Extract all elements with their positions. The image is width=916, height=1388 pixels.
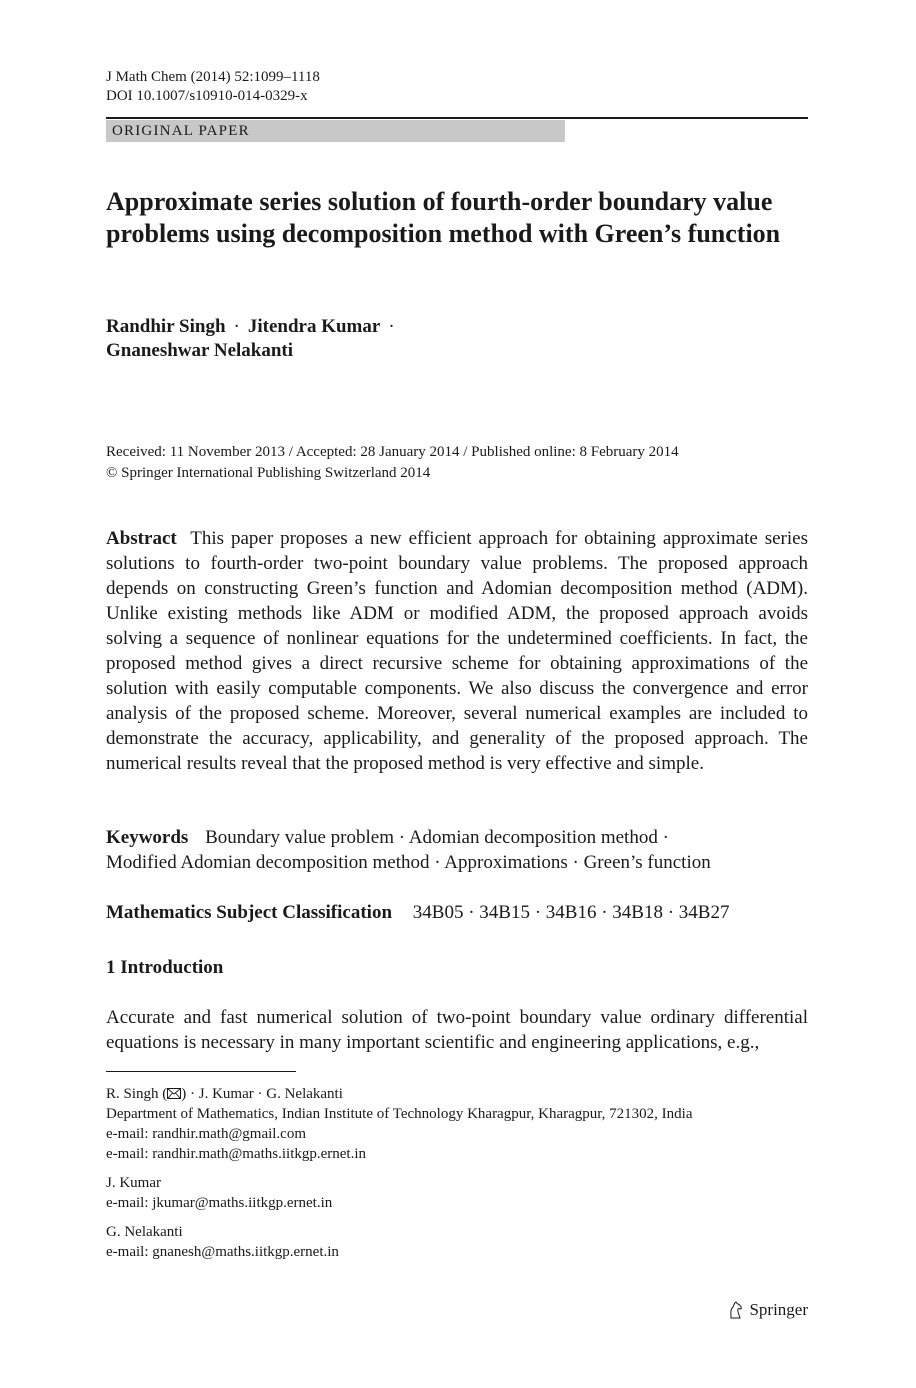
publisher-logo bbox=[728, 1299, 808, 1321]
keywords-label: Keywords bbox=[106, 827, 189, 848]
footnote-name: J. Kumar bbox=[106, 1175, 161, 1191]
keywords-line: Modified Adomian decomposition method · Approximations · Green’s function bbox=[106, 852, 711, 873]
abstract bbox=[106, 526, 808, 776]
keywords bbox=[106, 825, 808, 875]
footnote-corresponding bbox=[106, 1084, 808, 1164]
email-link[interactable]: e-mail: randhir.math@gmail.com bbox=[106, 1126, 307, 1142]
email-link[interactable]: e-mail: randhir.math@maths.iitkgp.ernet.in bbox=[106, 1146, 367, 1162]
journal-citation: J Math Chem (2014) 52:1099–1118 bbox=[106, 69, 320, 85]
copyright: © Springer International Publishing Switzerland 2014 bbox=[106, 465, 431, 481]
springer-horse-icon bbox=[728, 1301, 744, 1319]
section-body: Accurate and fast numerical solution of two-point boundary value ordinary differential equations is necessary in many important scientific and engineering applications, e.g., bbox=[106, 1007, 808, 1053]
footnote-kumar bbox=[106, 1173, 808, 1213]
header-rule bbox=[106, 117, 808, 119]
journal-header bbox=[106, 68, 320, 106]
footnote-affiliation: Department of Mathematics, Indian Institute of Technology Kharagpur, Kharagpur, 721302, India bbox=[106, 1106, 693, 1122]
author-name[interactable]: Randhir Singh bbox=[106, 316, 226, 337]
publisher-name: Springer bbox=[749, 1300, 808, 1319]
footnote-rule bbox=[106, 1071, 296, 1072]
author-name[interactable]: Jitendra Kumar bbox=[247, 316, 381, 337]
footnote-name: G. Nelakanti bbox=[106, 1224, 183, 1240]
section-heading: 1 Introduction bbox=[106, 957, 224, 978]
keywords-line: Boundary value problem · Adomian decomposition method · bbox=[205, 827, 669, 848]
footnote-nelakanti bbox=[106, 1222, 808, 1262]
paper-title: Approximate series solution of fourth-order boundary value problems using decomposition method with Green’s function bbox=[106, 187, 781, 248]
publication-dates bbox=[106, 442, 808, 484]
envelope-icon bbox=[167, 1088, 181, 1099]
author-separator: · bbox=[233, 316, 240, 337]
email-link[interactable]: e-mail: jkumar@maths.iitkgp.ernet.in bbox=[106, 1195, 333, 1211]
footnote-authors: R. Singh ( ) · J. Kumar · G. Nelakanti bbox=[106, 1086, 343, 1102]
abstract-text: This paper proposes a new efficient approach for obtaining approximate series solutions to fourth-order two-point boundary value problems. The proposed approach depends on constructing Green’s function and Adomian decomposition method (ADM). Unlike existing methods like ADM or modified ADM, the proposed approach avoids solving a sequence of nonlinear equations for the undetermined coefficients. In fact, the proposed method gives a direct recursive scheme for obtaining approximations of the solution with easily computable components. We also discuss the convergence and error analysis of the proposed scheme. Moreover, several numerical examples are included to demonstrate the accuracy, applicability, and generality of the proposed approach. The numerical results reveal that the proposed method is very effective and simple. bbox=[106, 528, 808, 774]
abstract-label: Abstract bbox=[106, 528, 177, 549]
doi[interactable]: DOI 10.1007/s10910-014-0329-x bbox=[106, 88, 308, 104]
msc-classification bbox=[106, 900, 808, 925]
email-link[interactable]: e-mail: gnanesh@maths.iitkgp.ernet.in bbox=[106, 1244, 339, 1260]
author-separator: · bbox=[388, 316, 395, 337]
msc-label: Mathematics Subject Classification bbox=[106, 902, 393, 923]
article-type: ORIGINAL PAPER bbox=[106, 120, 565, 142]
author-name[interactable]: Gnaneshwar Nelakanti bbox=[106, 340, 294, 361]
author-list bbox=[106, 315, 766, 363]
msc-codes: 34B05 · 34B15 · 34B16 · 34B18 · 34B27 bbox=[412, 902, 730, 923]
date-history: Received: 11 November 2013 / Accepted: 28 January 2014 / Published online: 8 February 2014 bbox=[106, 444, 679, 460]
